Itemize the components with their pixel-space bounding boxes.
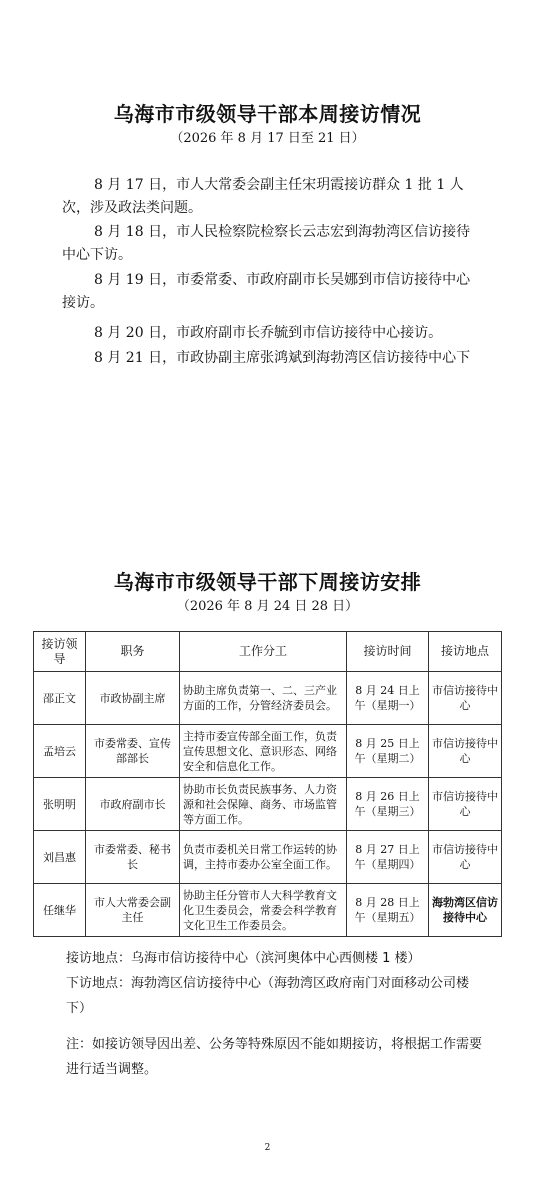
table-header-row [34,632,502,672]
cell-duty: 协助主席负责第一、二、三产业方面的工作，分管经济委员会。 [180,672,347,725]
cell-leader: 刘昌惠 [34,831,86,884]
table-row [34,725,502,778]
cell-place: 市信访接待中心 [429,672,502,725]
table-row [34,778,502,831]
remark-note: 注：如接访领导因出差、公务等特殊原因不能如期接访，将根据工作需要进行适当调整。 [66,1037,483,1077]
section1-title: 乌海市市级领导干部本周接访情况 [113,102,422,126]
cell-duty: 协助主任分管市人大科学教育文化卫生委员会，常委会科学教育文化卫生工作委员会。 [180,884,347,937]
paragraph-aug18: 8 月 18 日，市人民检察院检察长云志宏到海勃湾区信访接待中心下访。 [62,224,471,263]
table-row [34,672,502,725]
cell-post: 市委常委、秘书长 [86,831,180,884]
cell-post: 市政府副市长 [86,778,180,831]
cell-post: 市人大常委会副主任 [86,884,180,937]
visit-location-note: 接访地点：乌海市信访接待中心（滨河奥体中心西侧楼 1 楼） [66,951,421,966]
cell-time: 8 月 27 日上午（星期四） [347,831,429,884]
cell-time: 8 月 24 日上午（星期一） [347,672,429,725]
cell-leader: 孟培云 [34,725,86,778]
cell-time: 8 月 28 日上午（星期五） [347,884,429,937]
cell-place: 市信访接待中心 [429,725,502,778]
paragraph-aug21: 8 月 21 日，市政协副主席张鸿斌到海勃湾区信访接待中心下 [94,350,471,366]
cell-place: 市信访接待中心 [429,778,502,831]
cell-time: 8 月 25 日上午（星期二） [347,725,429,778]
cell-place: 市信访接待中心 [429,831,502,884]
header-place: 接访地点 [429,632,502,672]
section2-subtitle: （2026 年 8 月 24 日 28 日） [176,599,359,614]
cell-leader: 任继华 [34,884,86,937]
section1-subtitle: （2026 年 8 月 17 日至 21 日） [170,131,365,146]
paragraph-aug20: 8 月 20 日，市政府副市长乔毓到市信访接待中心接访。 [94,325,443,341]
paragraph-aug17: 8 月 17 日，市人大常委会副主任宋玥霞接访群众 1 批 1 人次，涉及政法类问题。 [62,177,464,216]
cell-post: 市政协副主席 [86,672,180,725]
cell-duty: 协助市长负责民族事务、人力资源和社会保障、商务、市场监管等方面工作。 [180,778,347,831]
header-duty: 工作分工 [180,632,347,672]
header-post: 职务 [86,632,180,672]
cell-time: 8 月 26 日上午（星期三） [347,778,429,831]
section2-title: 乌海市市级领导干部下周接访安排 [113,570,422,594]
table-row [34,831,502,884]
schedule-table [33,631,502,937]
cell-leader: 邵正文 [34,672,86,725]
header-time: 接访时间 [347,632,429,672]
table-row [34,884,502,937]
cell-leader: 张明明 [34,778,86,831]
cell-duty: 负责市委机关日常工作运转的协调，主持市委办公室全面工作。 [180,831,347,884]
page-number: 2 [264,1143,271,1153]
cell-duty: 主持市委宣传部全面工作，负责宣传思想文化、意识形态、网络安全和信息化工作。 [180,725,347,778]
cell-post: 市委常委、宣传部部长 [86,725,180,778]
header-leader: 接访领导 [34,632,86,672]
cell-place: 海勃湾区信访接待中心 [429,884,502,937]
paragraph-aug19: 8 月 19 日，市委常委、市政府副市长吴娜到市信访接待中心接访。 [62,272,471,311]
field-location-note: 下访地点：海勃湾区信访接待中心（海勃湾区政府南门对面移动公司楼下） [66,976,470,1016]
